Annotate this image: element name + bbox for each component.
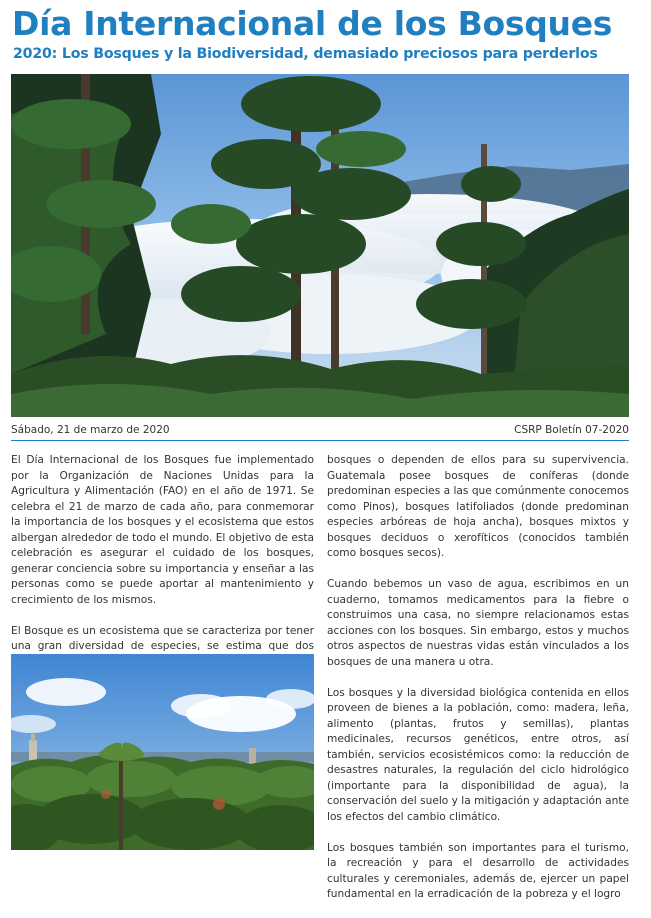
divider-line xyxy=(11,440,629,441)
paragraph: El Día Internacional de los Bosques fue implementado por la Organización de Naciones Unidas para la Agricultura y Alimentación (FAO) en el año de 1971. Se celebra el 21 de marzo de cada año, para conmemorar la importancia de los bosques y el ecosistema que estos albergan alrededor de todo el mundo. El objetivo de esta celebración es asegurar el cuidado de los bosques, generar conciencia sobre su importancia y enseñar a las personas como se puede aportar al mantenimiento y crecimiento de los mismos. xyxy=(11,454,314,606)
issue-meta xyxy=(11,421,629,439)
right-column xyxy=(327,453,629,918)
paragraph: Los bosques y la diversidad biológica contenida en ellos proveen de bienes a la población, como: madera, leña, alimento (plantas, frutos y semillas), plantas medicinales, recursos genéticos, entre otros, así también, servicios ecosistémicos como: la reducción de desastres naturales, la regulación del ciclo hidrológico (importante para la disponibilidad de agua), la conservación del suelo y la mitigación y adaptación ante los efectos del cambio climático. xyxy=(327,686,629,823)
tikal-canopy-photo xyxy=(11,654,314,850)
hero-forest-photo xyxy=(11,74,629,417)
paragraph: Cuando bebemos un vaso de agua, escribimos en un cuaderno, tomamos medicamentos para la fiebre o construimos una casa, no siempre relacionamos estas acciones con los bosques. Sin embargo, estos y muchos otros aspectos de nuestras vidas están vinculados a los bosques de una manera u otra. xyxy=(327,578,629,668)
paragraph: bosques o dependen de ellos para su supervivencia. Guatemala posee bosques de coníferas (donde predominan especies a las que comúnmente conocemos como Pinos), bosques latifoliados (donde predominan especies arbóreas de hoja ancha), bosques mixtos y bosques deciduos o xerofíticos (conocidos también como bosques secos). xyxy=(327,454,629,559)
bulletin-number: CSRP Boletín 07-2020 xyxy=(514,424,629,436)
page-title: Día Internacional de los Bosques xyxy=(12,4,613,43)
left-column xyxy=(11,453,314,686)
paragraph: Los bosques también son importantes para el turismo, la recreación y para el desarrollo de actividades culturales y ceremoniales, además de, ejercer un papel fundamental en la erradicación de la pobreza y el logro xyxy=(327,841,629,900)
issue-date: Sábado, 21 de marzo de 2020 xyxy=(11,424,170,436)
page-subtitle: 2020: Los Bosques y la Biodiversidad, demasiado preciosos para perderlos xyxy=(13,46,598,62)
paragraph: El Bosque es un ecosistema que se caracteriza por tener una gran diversidad de especies, se estima que dos xyxy=(11,624,314,652)
